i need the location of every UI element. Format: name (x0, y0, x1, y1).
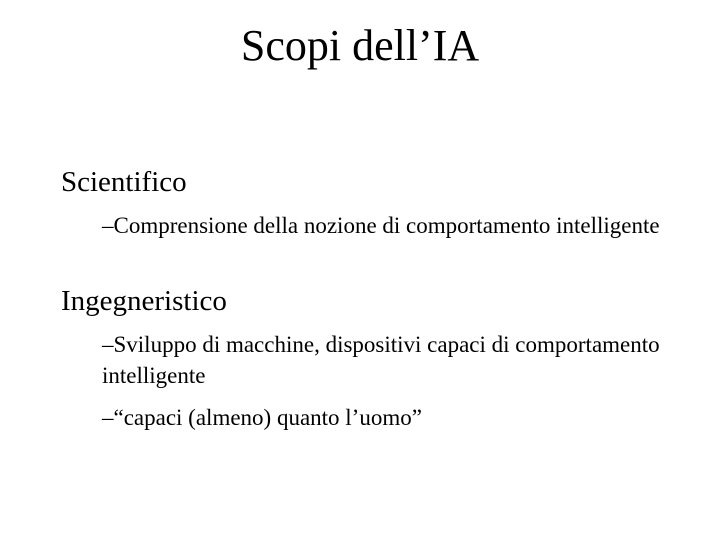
section-item-ingegneristico-2: –“capaci (almeno) quanto l’uomo” (102, 405, 422, 430)
section-item-ingegneristico-1: –Sviluppo di macchine, dispositivi capaci di comportamento intelligente (102, 332, 660, 388)
section-heading-ingegneristico: Ingegneristico (61, 285, 227, 317)
section-heading-scientifico: Scientifico (61, 166, 187, 198)
slide-title: Scopi dell’IA (240, 21, 480, 70)
section-item-scientifico-1: –Comprensione della nozione di comportamento intelligente (102, 213, 660, 238)
